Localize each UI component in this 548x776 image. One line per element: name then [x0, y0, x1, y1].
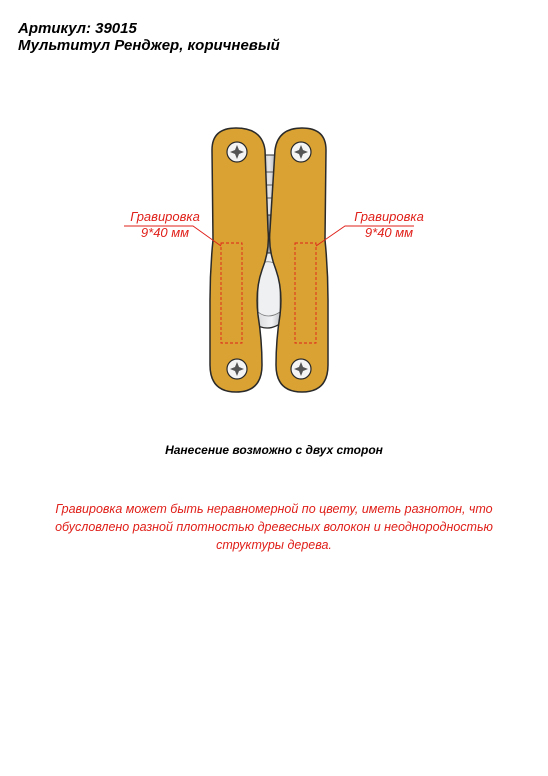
screw-icon: [291, 359, 311, 379]
engraving-label-left: [110, 209, 220, 241]
right-handle: [270, 128, 328, 392]
product-name: Мультитул Ренджер, коричневый: [18, 37, 280, 54]
article-number: Артикул: 39015: [18, 20, 137, 37]
screw-icon: [291, 142, 311, 162]
engraving-label-right: [334, 209, 444, 241]
engraving-warning: Гравировка может быть неравномерной по цвету, иметь разнотон, что обусловлено разной плотностью древесных волокон и неоднородностью структуры дерева.: [55, 502, 493, 552]
screw-icon: [227, 359, 247, 379]
engraving-label: Гравировка: [130, 209, 200, 224]
both-sides-note: Нанесение возможно с двух сторон: [165, 443, 383, 457]
left-handle: [210, 128, 268, 392]
screw-icon: [227, 142, 247, 162]
engraving-size: 9*40 мм: [364, 225, 414, 240]
engraving-label: Гравировка: [354, 209, 424, 224]
engraving-size: 9*40 мм: [140, 225, 190, 240]
